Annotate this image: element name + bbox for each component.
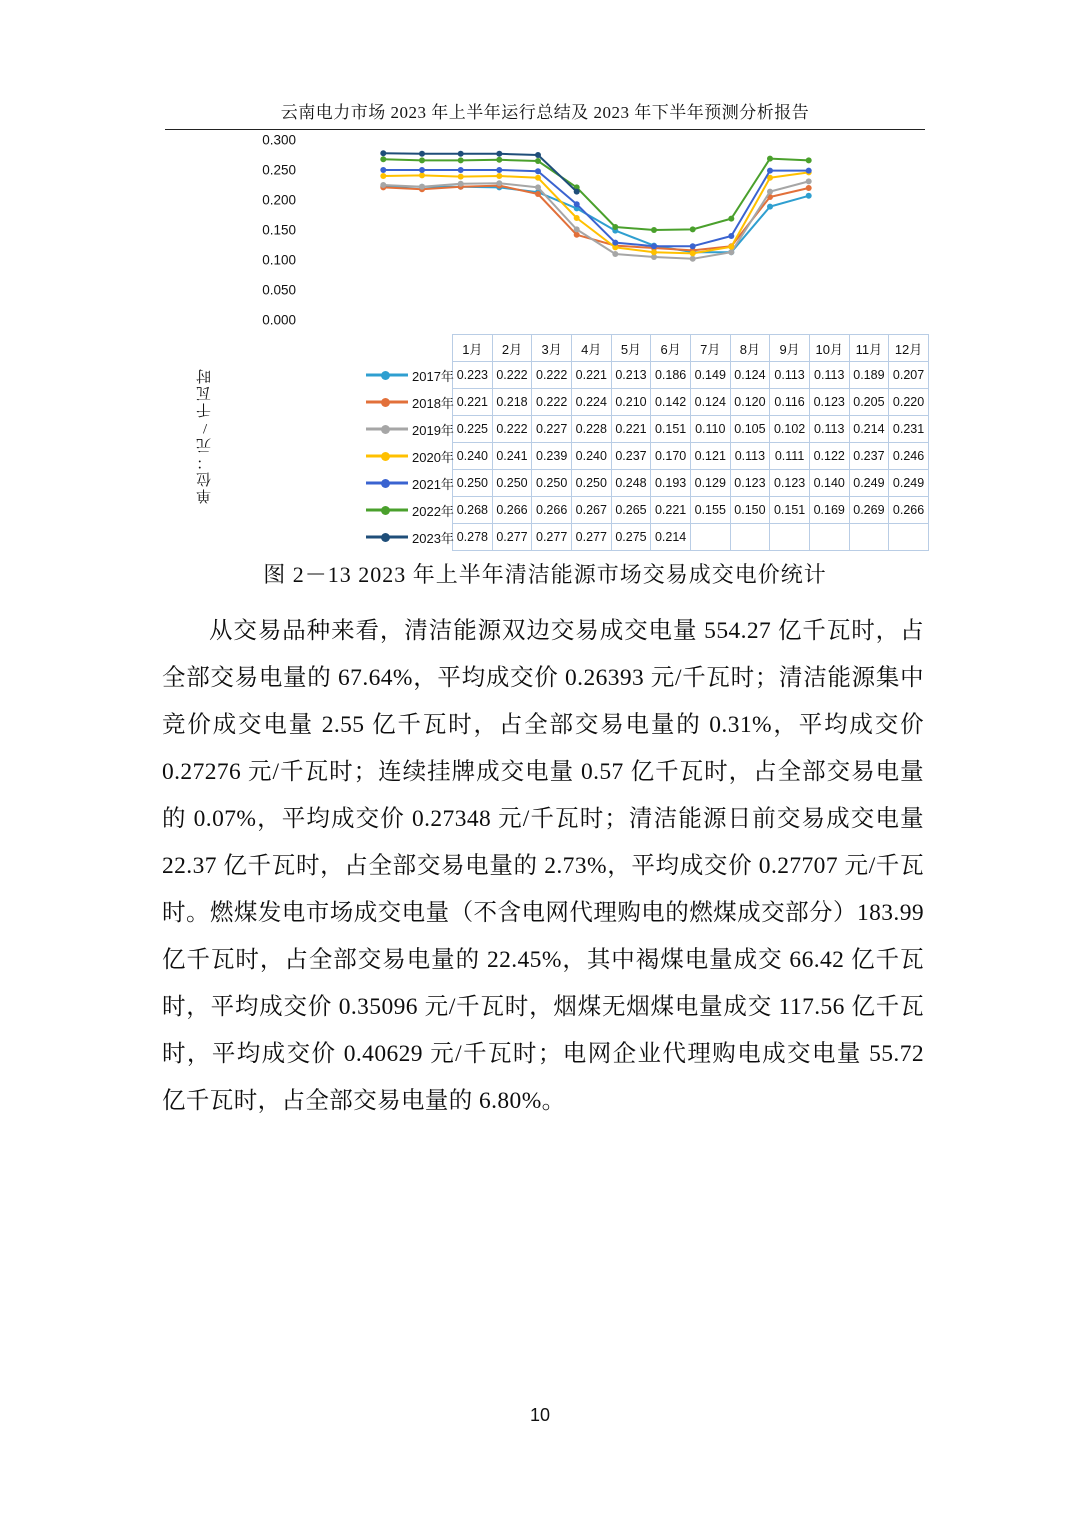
table-cell: 0.214 bbox=[849, 416, 889, 443]
legend-label: 2021年 bbox=[412, 476, 454, 492]
table-cell: 0.250 bbox=[492, 470, 532, 497]
table-col-header: 5月 bbox=[611, 335, 651, 362]
series-point bbox=[496, 167, 502, 173]
series-point bbox=[806, 157, 812, 163]
series-point bbox=[380, 167, 386, 173]
body-paragraph: 从交易品种来看，清洁能源双边交易成交电量 554.27 亿千瓦时，占全部交易电量的 67.64%，平均成交价 0.26393 元/千瓦时；清洁能源集中竞价成交电量 2.55 亿千瓦时，占全部交易电量的 0.31%，平均成交价 0.27276 元/千瓦时；连续挂牌成交电量 0.57 亿千瓦时，占全部交易电量的 0.07%，平均成交价 0.27348 元/千瓦时；清洁能源日前交易成交电量 22.37 亿千瓦时，占全部交易电量的 2.73%，平均成交价 0.27707 元/千瓦时。燃煤发电市场成交电量（不含电网代理购电的燃煤成交部分）183.99 亿千瓦时，占全部交易电量的 22.45%，其中褐煤电量成交 66.42 亿千瓦时，平均成交价 0.35096 元/千瓦时，烟煤无烟煤电量成交 117.56 亿千瓦时，平均成交价 0.40629 元/千瓦时；电网企业代理购电成交电量 55.72 亿千瓦时，占全部交易电量的 6.80%。 bbox=[162, 618, 924, 1114]
legend-label: 2019年 bbox=[412, 422, 454, 438]
series-point bbox=[496, 151, 502, 157]
series-point bbox=[767, 204, 773, 210]
table-cell: 0.123 bbox=[730, 470, 770, 497]
table-cell: 0.249 bbox=[849, 470, 889, 497]
table-cell: 0.193 bbox=[651, 470, 691, 497]
series-point bbox=[535, 152, 541, 158]
table-cell: 0.266 bbox=[889, 497, 929, 524]
legend-marker-icon bbox=[381, 452, 390, 461]
legend-line-icon bbox=[366, 482, 408, 485]
table-cell: 0.218 bbox=[492, 389, 532, 416]
y-tick-label: 0.000 bbox=[262, 312, 296, 328]
table-cell: 0.228 bbox=[571, 416, 611, 443]
table-cell: 0.223 bbox=[453, 362, 493, 389]
table-cell: 0.225 bbox=[453, 416, 493, 443]
table-cell: 0.221 bbox=[571, 362, 611, 389]
legend-label: 2018年 bbox=[412, 395, 454, 411]
table-cell: 0.186 bbox=[651, 362, 691, 389]
table-cell: 0.121 bbox=[690, 443, 730, 470]
series-point bbox=[458, 157, 464, 163]
series-point bbox=[651, 249, 657, 255]
table-cell: 0.189 bbox=[849, 362, 889, 389]
series-point bbox=[728, 216, 734, 222]
legend-marker-icon bbox=[381, 506, 390, 515]
series-point bbox=[458, 167, 464, 173]
table-col-header: 7月 bbox=[690, 335, 730, 362]
table-cell: 0.113 bbox=[809, 362, 849, 389]
header-divider bbox=[165, 129, 925, 130]
table-cell: 0.169 bbox=[809, 497, 849, 524]
table-cell: 0.122 bbox=[809, 443, 849, 470]
table-cell: 0.210 bbox=[611, 389, 651, 416]
table-cell: 0.205 bbox=[849, 389, 889, 416]
series-point bbox=[535, 175, 541, 181]
table-cell: 0.129 bbox=[690, 470, 730, 497]
table-row bbox=[364, 362, 928, 389]
figure-2-13 bbox=[180, 132, 925, 557]
series-point bbox=[574, 201, 580, 207]
series-point bbox=[535, 184, 541, 190]
table-cell: 0.110 bbox=[690, 416, 730, 443]
series-point bbox=[612, 240, 618, 246]
series-point bbox=[380, 182, 386, 188]
series-point bbox=[728, 233, 734, 239]
series-point bbox=[767, 156, 773, 162]
table-cell: 0.240 bbox=[571, 443, 611, 470]
table-cell: 0.222 bbox=[492, 416, 532, 443]
table-cell: 0.155 bbox=[690, 497, 730, 524]
table-cell: 0.113 bbox=[730, 443, 770, 470]
series-point bbox=[690, 243, 696, 249]
legend-marker-icon bbox=[381, 371, 390, 380]
table-cell: 0.250 bbox=[571, 470, 611, 497]
table-col-header: 2月 bbox=[492, 335, 532, 362]
legend-label: 2023年 bbox=[412, 530, 454, 546]
legend-line-icon bbox=[366, 428, 408, 431]
legend-line-icon bbox=[366, 509, 408, 512]
series-value-table bbox=[364, 334, 929, 551]
series-point bbox=[535, 191, 541, 197]
table-col-header: 3月 bbox=[532, 335, 572, 362]
table-cell: 0.227 bbox=[532, 416, 572, 443]
table-cell: 0.170 bbox=[651, 443, 691, 470]
table-cell: 0.239 bbox=[532, 443, 572, 470]
series-point bbox=[419, 157, 425, 163]
y-axis-title: 单位：元/千瓦时 bbox=[197, 367, 213, 504]
series-point bbox=[535, 158, 541, 164]
table-cell: 0.120 bbox=[730, 389, 770, 416]
legend-line-icon bbox=[366, 455, 408, 458]
table-cell: 0.240 bbox=[453, 443, 493, 470]
series-point bbox=[690, 256, 696, 262]
table-cell: 0.124 bbox=[690, 389, 730, 416]
series-point bbox=[458, 181, 464, 187]
series-point bbox=[612, 224, 618, 230]
series-point bbox=[458, 174, 464, 180]
table-cell: 0.207 bbox=[889, 362, 929, 389]
legend-entry bbox=[364, 470, 453, 497]
series-point bbox=[419, 151, 425, 157]
table-cell: 0.221 bbox=[453, 389, 493, 416]
table-row bbox=[364, 389, 928, 416]
line-chart-plot bbox=[305, 132, 914, 332]
table-cell: 0.275 bbox=[611, 524, 651, 551]
series-point bbox=[806, 185, 812, 191]
series-point bbox=[574, 226, 580, 232]
body-paragraph-block bbox=[162, 608, 924, 1125]
y-tick-label: 0.150 bbox=[262, 222, 296, 238]
chart-data-table bbox=[364, 334, 925, 551]
y-tick-label: 0.300 bbox=[262, 132, 296, 148]
table-cell: 0.116 bbox=[770, 389, 810, 416]
table-cell: 0.266 bbox=[532, 497, 572, 524]
series-point bbox=[690, 226, 696, 232]
series-point bbox=[728, 244, 734, 250]
page-number: 10 bbox=[529, 1405, 551, 1425]
series-point bbox=[496, 157, 502, 163]
series-point bbox=[496, 180, 502, 186]
table-cell: 0.214 bbox=[651, 524, 691, 551]
table-cell: 0.277 bbox=[571, 524, 611, 551]
table-cell: 0.250 bbox=[532, 470, 572, 497]
table-cell: 0.151 bbox=[651, 416, 691, 443]
table-cell: 0.150 bbox=[730, 497, 770, 524]
table-cell: 0.237 bbox=[849, 443, 889, 470]
series-point bbox=[574, 215, 580, 221]
series-point bbox=[728, 249, 734, 255]
series-point bbox=[380, 156, 386, 162]
series-point bbox=[574, 189, 580, 195]
table-cell bbox=[889, 524, 929, 551]
table-cell bbox=[730, 524, 770, 551]
legend-line-icon bbox=[366, 536, 408, 539]
series-point bbox=[419, 172, 425, 178]
table-cell: 0.269 bbox=[849, 497, 889, 524]
table-cell: 0.278 bbox=[453, 524, 493, 551]
table-cell: 0.250 bbox=[453, 470, 493, 497]
legend-label: 2017年 bbox=[412, 368, 454, 384]
legend-entry bbox=[364, 362, 453, 389]
table-col-header: 11月 bbox=[849, 335, 889, 362]
legend-entry bbox=[364, 497, 453, 524]
table-corner-cell bbox=[364, 335, 453, 362]
table-col-header: 4月 bbox=[571, 335, 611, 362]
series-point bbox=[535, 168, 541, 174]
series-point bbox=[767, 189, 773, 195]
table-cell: 0.142 bbox=[651, 389, 691, 416]
table-col-header: 10月 bbox=[809, 335, 849, 362]
table-row bbox=[364, 443, 928, 470]
table-cell: 0.151 bbox=[770, 497, 810, 524]
table-cell: 0.111 bbox=[770, 443, 810, 470]
series-point bbox=[419, 184, 425, 190]
series-point bbox=[767, 168, 773, 174]
table-cell: 0.222 bbox=[492, 362, 532, 389]
table-cell: 0.124 bbox=[730, 362, 770, 389]
table-cell: 0.123 bbox=[809, 389, 849, 416]
series-point bbox=[806, 168, 812, 174]
table-row bbox=[364, 416, 928, 443]
legend-label: 2020年 bbox=[412, 449, 454, 465]
table-cell: 0.224 bbox=[571, 389, 611, 416]
table-cell: 0.268 bbox=[453, 497, 493, 524]
table-col-header: 1月 bbox=[453, 335, 493, 362]
table-cell: 0.231 bbox=[889, 416, 929, 443]
table-cell bbox=[809, 524, 849, 551]
y-tick-label: 0.200 bbox=[262, 192, 296, 208]
table-row bbox=[364, 524, 928, 551]
legend-line-icon bbox=[366, 401, 408, 404]
series-point bbox=[574, 232, 580, 238]
table-cell: 0.140 bbox=[809, 470, 849, 497]
legend-entry bbox=[364, 524, 453, 551]
table-cell: 0.222 bbox=[532, 362, 572, 389]
table-row bbox=[364, 497, 928, 524]
table-cell: 0.277 bbox=[492, 524, 532, 551]
series-point bbox=[806, 178, 812, 184]
table-cell: 0.102 bbox=[770, 416, 810, 443]
table-row bbox=[364, 470, 928, 497]
table-cell: 0.221 bbox=[651, 497, 691, 524]
y-tick-label: 0.100 bbox=[262, 252, 296, 268]
table-col-header: 6月 bbox=[651, 335, 691, 362]
y-axis-tick-labels bbox=[242, 132, 300, 338]
legend-marker-icon bbox=[381, 479, 390, 488]
table-cell: 0.213 bbox=[611, 362, 651, 389]
legend-entry bbox=[364, 389, 453, 416]
legend-label: 2022年 bbox=[412, 503, 454, 519]
series-point bbox=[458, 151, 464, 157]
series-point bbox=[651, 227, 657, 233]
series-point bbox=[380, 150, 386, 156]
legend-entry bbox=[364, 443, 453, 470]
table-cell: 0.248 bbox=[611, 470, 651, 497]
series-point bbox=[651, 243, 657, 249]
table-cell: 0.266 bbox=[492, 497, 532, 524]
series-point bbox=[806, 193, 812, 199]
table-cell: 0.267 bbox=[571, 497, 611, 524]
table-col-header: 8月 bbox=[730, 335, 770, 362]
series-point bbox=[496, 173, 502, 179]
table-cell: 0.246 bbox=[889, 443, 929, 470]
y-tick-label: 0.250 bbox=[262, 162, 296, 178]
series-point bbox=[380, 173, 386, 179]
legend-marker-icon bbox=[381, 533, 390, 542]
legend-line-icon bbox=[366, 374, 408, 377]
table-cell: 0.105 bbox=[730, 416, 770, 443]
table-cell: 0.249 bbox=[889, 470, 929, 497]
table-col-header: 12月 bbox=[889, 335, 929, 362]
table-cell: 0.113 bbox=[770, 362, 810, 389]
figure-caption: 图 2－13 2023 年上半年清洁能源市场交易成交电价统计 bbox=[263, 562, 827, 587]
legend-marker-icon bbox=[381, 425, 390, 434]
legend-marker-icon bbox=[381, 398, 390, 407]
running-header bbox=[165, 98, 925, 130]
table-cell: 0.222 bbox=[532, 389, 572, 416]
table-cell: 0.265 bbox=[611, 497, 651, 524]
table-col-header: 9月 bbox=[770, 335, 810, 362]
table-cell bbox=[849, 524, 889, 551]
table-cell: 0.241 bbox=[492, 443, 532, 470]
table-cell: 0.113 bbox=[809, 416, 849, 443]
series-point bbox=[419, 167, 425, 173]
table-cell bbox=[690, 524, 730, 551]
table-cell: 0.149 bbox=[690, 362, 730, 389]
y-tick-label: 0.050 bbox=[262, 282, 296, 298]
table-cell: 0.277 bbox=[532, 524, 572, 551]
running-header-text: 云南电力市场 2023 年上半年运行总结及 2023 年下半年预测分析报告 bbox=[280, 103, 810, 122]
table-cell bbox=[770, 524, 810, 551]
table-cell: 0.221 bbox=[611, 416, 651, 443]
legend-entry bbox=[364, 416, 453, 443]
series-point bbox=[612, 251, 618, 257]
table-cell: 0.123 bbox=[770, 470, 810, 497]
series-point bbox=[690, 250, 696, 256]
table-cell: 0.237 bbox=[611, 443, 651, 470]
table-cell: 0.220 bbox=[889, 389, 929, 416]
